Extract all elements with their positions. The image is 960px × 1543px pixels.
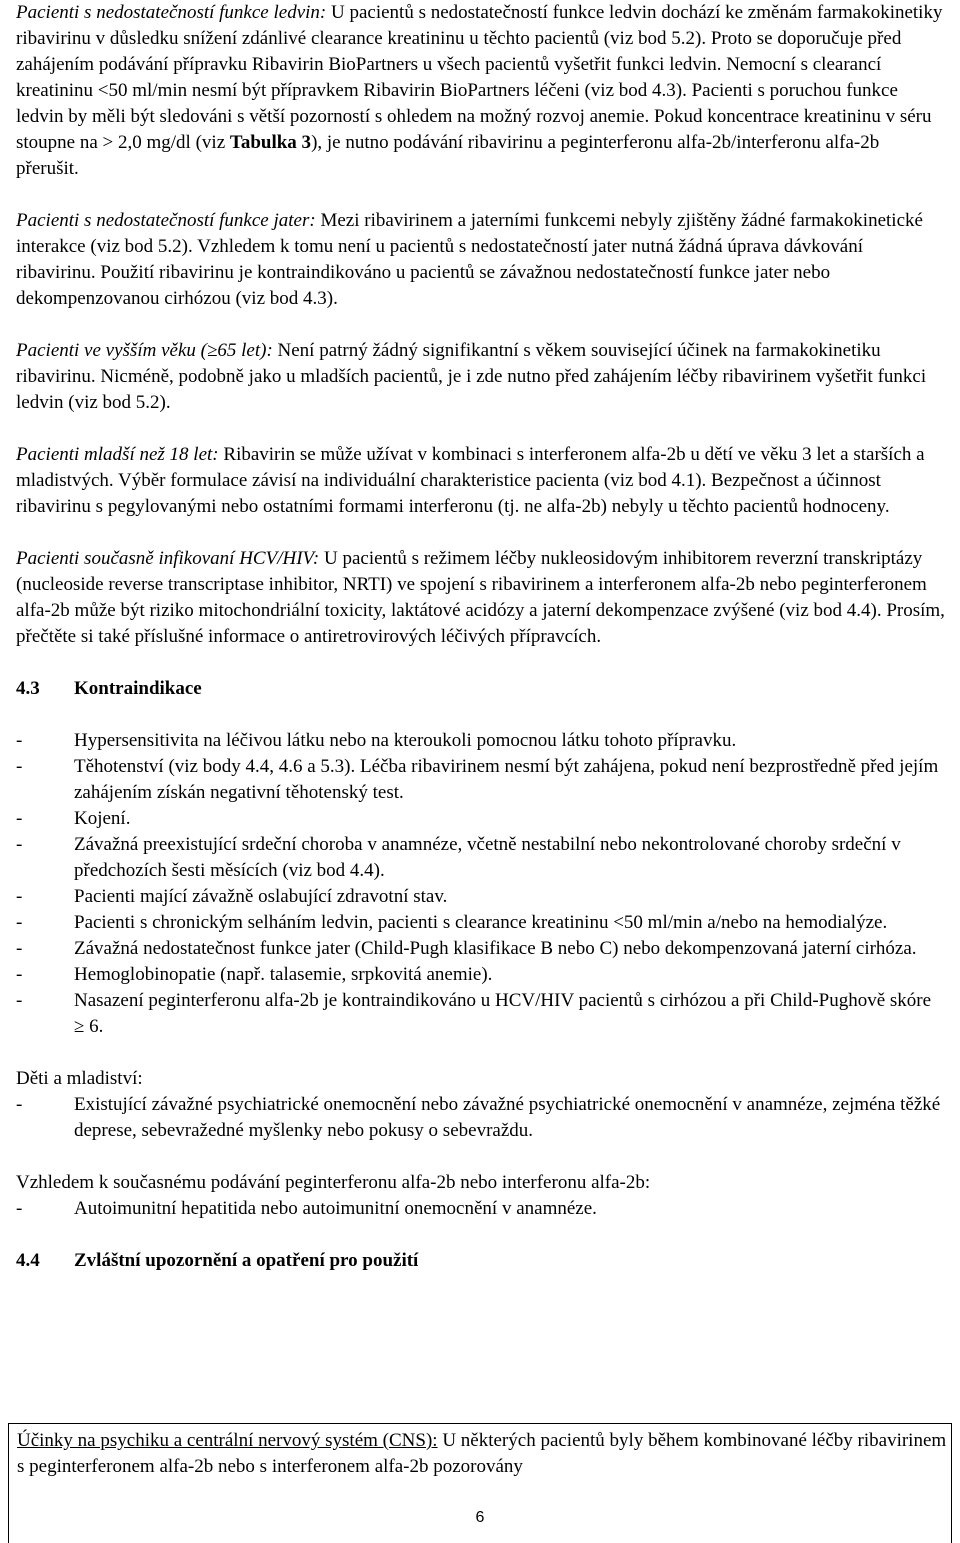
paragraph-hiv bbox=[16, 546, 946, 650]
page-number: 6 bbox=[475, 1509, 485, 1526]
list-marker: - bbox=[16, 730, 23, 751]
list-item bbox=[16, 754, 946, 806]
list-item bbox=[16, 728, 946, 754]
list-marker: - bbox=[16, 834, 23, 855]
list-item-text: Pacienti mající závažně oslabující zdravotní stav. bbox=[74, 886, 448, 907]
list-marker: - bbox=[16, 1198, 23, 1219]
list-item bbox=[16, 910, 946, 936]
document-page bbox=[16, 0, 946, 1300]
children-contraindications-list bbox=[16, 1092, 946, 1144]
list-item bbox=[16, 832, 946, 884]
list-item bbox=[16, 1196, 946, 1222]
list-item-text: Existující závažné psychiatrické onemocnění nebo závažné psychiatrické onemocnění v anamnéze, zejména těžké deprese, sebevražedné myšlenky nebo pokusy o sebevraždu. bbox=[74, 1094, 941, 1141]
list-item-text: Pacienti s chronickým selháním ledvin, pacienti s clearance kreatininu <50 ml/min a/nebo na hemodialýze. bbox=[74, 912, 888, 933]
list-marker: - bbox=[16, 912, 23, 933]
section-4-3-number: 4.3 bbox=[16, 678, 40, 699]
cns-effects-text: U některých pacientů byly během kombinované léčby ribavirinem s peginterferonem alfa-2b nebo s interferonem alfa-2b pozorovány bbox=[17, 1430, 947, 1477]
concomitant-contraindications-list bbox=[16, 1196, 946, 1222]
list-item-text: Hemoglobinopatie (např. talasemie, srpkovitá anemie). bbox=[74, 964, 493, 985]
paragraph-hepatic bbox=[16, 208, 946, 312]
paragraph-hiv-text: U pacientů s režimem léčby nukleosidovým inhibitorem reverzní transkriptázy (nucleoside reverse transcriptase inhibitor, NRTI) ve spojení s ribavirinem a interferonem alfa-2b nebo peginterferonem alfa-2b může být riziko mitochondriální toxicity, laktátové acidózy a jaterní dekompenzace zvýšené (viz bod 4.4). Prosím, přečtěte si také příslušné informace o antiretrovirových léčivých přípravcích. bbox=[16, 548, 945, 647]
list-item bbox=[16, 988, 946, 1040]
list-marker: - bbox=[16, 808, 23, 829]
paragraph-young-lead: Pacienti mladší než 18 let: bbox=[16, 444, 219, 465]
paragraph-elderly-lead: Pacienti ve vyšším věku (≥65 let): bbox=[16, 340, 273, 361]
paragraph-hepatic-text: Mezi ribavirinem a jaterními funkcemi nebyly zjištěny žádné farmakokinetické interakce (viz bod 5.2). Vzhledem k tomu není u pacientů s nedostatečností jater nutná žádná úprava dávkování ribavirinu. Použití ribavirinu je kontraindikováno u pacientů se závažnou nedostatečností funkce jater nebo dekompenzovanou cirhózou (viz bod 4.3). bbox=[16, 210, 923, 309]
paragraph-young-text: Ribavirin se může užívat v kombinaci s interferonem alfa-2b u dětí ve věku 3 let a starších a mladistvých. Výběr formulace závisí na individuální charakteristice pacienta (viz bod 4.1). Bezpečnost a účinnost ribavirinu s pegylovanými nebo ostatními formami interferonu (tj. ne alfa-2b) nebyly u těchto pacientů hodnoceny. bbox=[16, 444, 925, 517]
table-3-reference: Tabulka 3 bbox=[229, 132, 312, 153]
paragraph-elderly-text: Není patrný žádný signifikantní s věkem související účinek na farmakokinetiku ribavirinu. Nicméně, podobně jako u mladších pacientů, je i zde nutno před zahájením léčby ribavirinem vyšetřit funkci ledvin (viz bod 5.2). bbox=[16, 340, 927, 413]
list-marker: - bbox=[16, 1094, 23, 1115]
list-marker: - bbox=[16, 756, 23, 777]
list-marker: - bbox=[16, 990, 23, 1011]
list-item-text: Kojení. bbox=[74, 808, 131, 829]
section-4-4-title: Zvláštní upozornění a opatření pro použití bbox=[74, 1250, 419, 1271]
paragraph-renal-text-2: ), je nutno podávání ribavirinu a peginterferonu alfa-2b/interferonu alfa-2b přerušit. bbox=[16, 132, 880, 179]
list-item bbox=[16, 884, 946, 910]
list-item bbox=[16, 962, 946, 988]
section-4-3-heading bbox=[16, 676, 946, 702]
children-heading: Děti a mladiství: bbox=[16, 1068, 143, 1089]
section-4-4-number: 4.4 bbox=[16, 1250, 40, 1271]
list-item bbox=[16, 806, 946, 832]
section-4-4-heading bbox=[16, 1248, 946, 1274]
list-item-text: Autoimunitní hepatitida nebo autoimunitní onemocnění v anamnéze. bbox=[74, 1198, 597, 1219]
list-marker: - bbox=[16, 938, 23, 959]
list-item-text: Těhotenství (viz body 4.4, 4.6 a 5.3). Léčba ribavirinem nesmí být zahájena, pokud není bezprostředně před jejím zahájením získán negativní těhotenský test. bbox=[74, 756, 939, 803]
list-item bbox=[16, 936, 946, 962]
cns-effects-lead: Účinky na psychiku a centrální nervový systém (CNS): bbox=[17, 1430, 438, 1451]
contraindications-list bbox=[16, 728, 946, 1040]
list-item bbox=[16, 1092, 946, 1144]
paragraph-renal bbox=[16, 0, 946, 182]
paragraph-renal-lead: Pacienti s nedostatečností funkce ledvin: bbox=[16, 2, 327, 23]
paragraph-hiv-lead: Pacienti současně infikovaní HCV/HIV: bbox=[16, 548, 320, 569]
concomitant-heading: Vzhledem k současnému podávání peginterferonu alfa-2b nebo interferonu alfa-2b: bbox=[16, 1172, 651, 1193]
list-item-text: Závažná preexistující srdeční choroba v anamnéze, včetně nestabilní nebo nekontrolované choroby srdeční v předchozích šesti měsících (viz bod 4.4). bbox=[74, 834, 901, 881]
section-4-3-title: Kontraindikace bbox=[74, 678, 202, 699]
paragraph-hepatic-lead: Pacienti s nedostatečností funkce jater: bbox=[16, 210, 316, 231]
paragraph-renal-text-1: U pacientů s nedostatečností funkce ledvin dochází ke změnám farmakokinetiky ribavirinu v důsledku snížení zdánlivé clearance kreatininu u těchto pacientů (viz bod 5.2). Proto se doporučuje před zahájením podávání přípravku Ribavirin BioPartners u všech pacientů vyšetřit funkci ledvin. Nemocní s clearancí kreatininu <50 ml/min nesmí být přípravkem Ribavirin BioPartners léčeni (viz bod 4.3). Pacienti s poruchou funkce ledvin by měli být sledováni s větší pozorností s ohledem na možný rozvoj anemie. Pokud koncentrace kreatininu v séru stoupne na > 2,0 mg/dl (viz bbox=[16, 2, 943, 153]
paragraph-elderly bbox=[16, 338, 946, 416]
list-marker: - bbox=[16, 964, 23, 985]
list-marker: - bbox=[16, 886, 23, 907]
list-item-text: Závažná nedostatečnost funkce jater (Child-Pugh klasifikace B nebo C) nebo dekompenzovaná jaterní cirhóza. bbox=[74, 938, 917, 959]
list-item-text: Nasazení peginterferonu alfa-2b je kontraindikováno u HCV/HIV pacientů s cirhózou a při Child-Pughově skóre ≥ 6. bbox=[74, 990, 932, 1037]
paragraph-young bbox=[16, 442, 946, 520]
list-item-text: Hypersensitivita na léčivou látku nebo na kteroukoli pomocnou látku tohoto přípravku. bbox=[74, 730, 737, 751]
